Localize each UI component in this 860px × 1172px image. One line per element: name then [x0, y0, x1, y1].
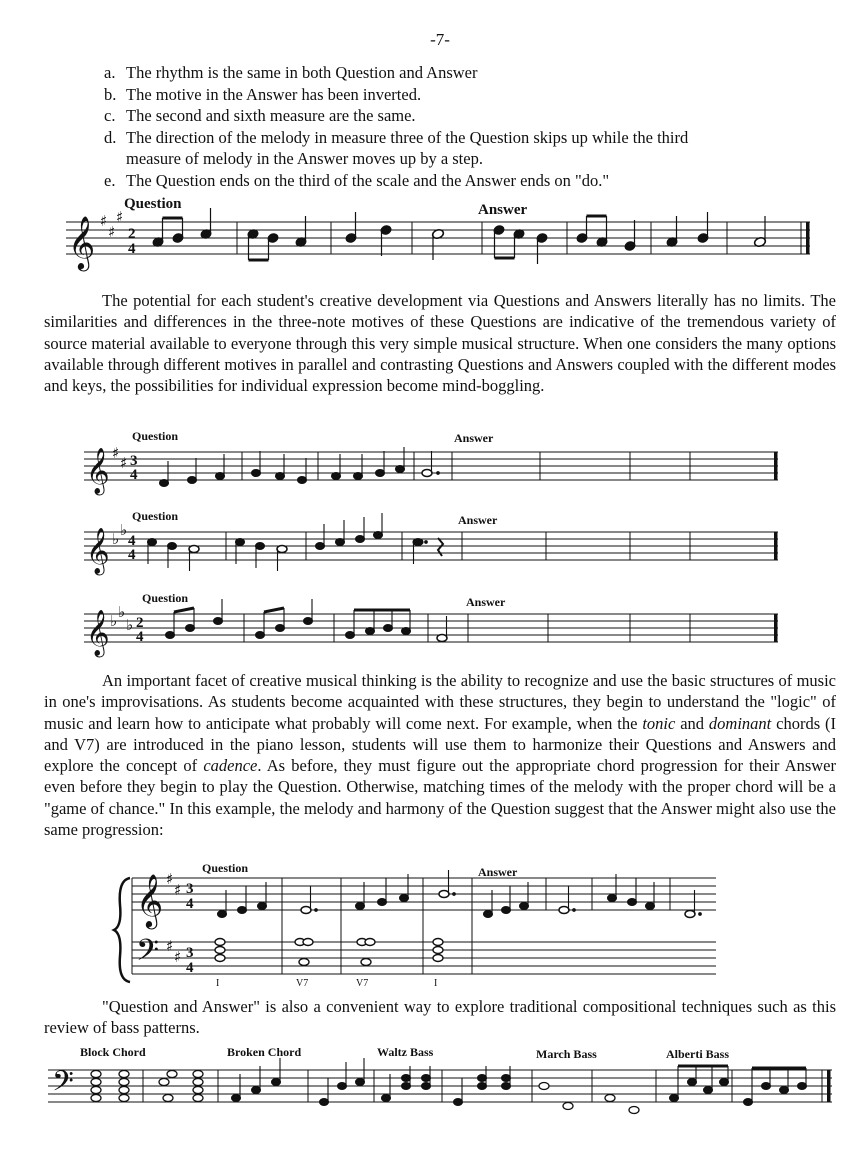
time-signature-top: 2	[136, 615, 144, 631]
notes	[148, 513, 444, 571]
time-signature-top: 3	[186, 881, 194, 897]
question-label: Question	[132, 509, 179, 523]
sharp-icon: ♯	[116, 208, 124, 226]
time-signature-bottom: 4	[186, 896, 194, 912]
flat-icon: ♭	[118, 603, 126, 621]
treble-clef-icon: 𝄞	[68, 215, 96, 269]
question-label: Question	[142, 591, 189, 605]
paragraph-2-text: . As before, they must figure out the appropriate chord progression for their Answer even before they begin to play the Question. Otherwise, matching times of the melody with the proper chord will be a "game of chance." In this example, the melody and harmony of the Question suggest that the Answer might also use the same progression:	[44, 756, 836, 840]
chord-symbol: V7	[356, 978, 369, 989]
list-item	[104, 127, 744, 170]
pattern-label-block-chord: Block Chord	[80, 1045, 146, 1059]
time-signature-top: 4	[128, 533, 136, 549]
term-dominant: dominant	[708, 713, 772, 733]
treble-clef-icon: 𝄞	[86, 610, 110, 656]
paragraph-2-text: An important facet of creative musical thinking is the ability to recognize and use the basic structures of music in one's improvisations. As students become acquainted with these structures, they begin to understand the "logic" of music and learn how to anticipate what probably will come next. For example, when the	[44, 671, 836, 733]
flat-icon: ♭	[110, 612, 118, 630]
grand-staff-harmony	[116, 860, 716, 990]
list-item	[104, 170, 744, 192]
time-signature-bottom: 4	[130, 467, 138, 483]
answer-label: Answer	[458, 513, 498, 527]
paragraph-3: "Question and Answer" is also a convenient way to explore traditional compositional techniques such as this review of bass patterns.	[44, 997, 836, 1038]
flat-icon: ♭	[112, 530, 120, 548]
question-label: Question	[132, 429, 179, 443]
pattern-label-broken-chord: Broken Chord	[227, 1045, 302, 1059]
list-item-text: The direction of the melody in measure three of the Question skips up while the third measure of melody in the Answer moves up by a step.	[126, 127, 689, 168]
sharp-icon: ♯	[166, 937, 174, 955]
music-staff-example-2	[80, 428, 780, 498]
paragraph-2	[44, 670, 836, 840]
page-number: -7-	[430, 30, 450, 49]
chord-symbol: I	[434, 978, 438, 989]
bass-chords	[215, 939, 443, 966]
list-item-text: The rhythm is the same in both Question and Answer	[126, 63, 478, 82]
list-item-key: c.	[104, 106, 116, 125]
bass-clef-icon: 𝄢	[52, 1065, 74, 1105]
flat-icon: ♭	[120, 521, 128, 539]
bass-patterns-staff	[44, 1040, 834, 1130]
list-item-key: a.	[104, 63, 116, 82]
sharp-icon: ♯	[174, 948, 182, 966]
music-staff-example-1	[58, 192, 838, 282]
list-item-key: d.	[104, 127, 117, 147]
notes	[152, 208, 767, 264]
treble-clef-icon: 𝄞	[86, 528, 110, 574]
time-signature-bottom: 4	[128, 547, 136, 563]
answer-label: Answer	[478, 202, 528, 218]
list-item-text: The second and sixth measure are the same.	[126, 106, 416, 125]
paragraph-2-text: and	[675, 713, 709, 733]
list-item	[104, 62, 744, 84]
pattern-label-waltz-bass: Waltz Bass	[377, 1045, 434, 1059]
list-item-key: e.	[104, 170, 116, 190]
list-item	[104, 105, 744, 127]
pattern-label-march-bass: March Bass	[536, 1047, 597, 1061]
notes	[160, 447, 440, 487]
pattern-label-alberti-bass: Alberti Bass	[666, 1047, 729, 1061]
time-signature-bottom: 4	[128, 241, 136, 257]
time-signature-top: 2	[128, 226, 136, 242]
answer-label: Answer	[478, 865, 518, 879]
chord-symbol: V7	[296, 978, 309, 989]
list-item	[104, 84, 744, 106]
sharp-icon: ♯	[120, 454, 128, 472]
answer-label: Answer	[454, 431, 494, 445]
sharp-icon: ♯	[100, 212, 108, 230]
sharp-icon: ♯	[174, 881, 182, 899]
chord-symbol: I	[216, 978, 220, 989]
flat-icon: ♭	[126, 616, 134, 634]
answer-label: Answer	[466, 595, 506, 609]
observation-list	[104, 62, 744, 191]
paragraph-1: The potential for each student's creative development via Questions and Answers literally has no limits. The similarities and differences in the three-note motives of these Questions are indicative of the tremendous variety of source material available to everyone through this very simple musical structure. When one considers the many options available through different motives in parallel and contrasting Questions and Answers coupled with the different modes and keys, the possibilities for individual expression become mind-boggling.	[44, 291, 836, 396]
brace-icon	[114, 878, 130, 982]
list-item-text: The motive in the Answer has been inverted.	[126, 84, 422, 104]
sharp-icon: ♯	[166, 870, 174, 888]
bass-clef-icon: 𝄢	[136, 934, 160, 975]
term-tonic: tonic	[642, 713, 676, 733]
music-staff-example-4	[80, 590, 780, 662]
list-item-text: The Question ends on the third of the scale and the Answer ends on "do."	[126, 170, 610, 190]
time-signature-bottom: 4	[186, 960, 194, 976]
list-item-key: b.	[104, 84, 117, 104]
bass-pattern-notes	[91, 1071, 639, 1114]
music-staff-example-3	[80, 508, 780, 580]
time-signature-top: 3	[186, 945, 194, 961]
term-cadence: cadence	[203, 756, 258, 776]
question-label: Question	[124, 196, 182, 212]
treble-clef-icon: 𝄞	[136, 873, 164, 927]
question-label: Question	[202, 861, 249, 875]
sharp-icon: ♯	[112, 444, 120, 462]
paragraph-2-text: chords (I and V7) are introduced in the piano lesson, students will use them to harmonize their Questions and Answers and explore the concept of	[44, 713, 836, 776]
sharp-icon: ♯	[108, 223, 116, 241]
time-signature-top: 3	[130, 453, 138, 469]
treble-clef-icon: 𝄞	[86, 448, 110, 494]
time-signature-bottom: 4	[136, 629, 144, 645]
